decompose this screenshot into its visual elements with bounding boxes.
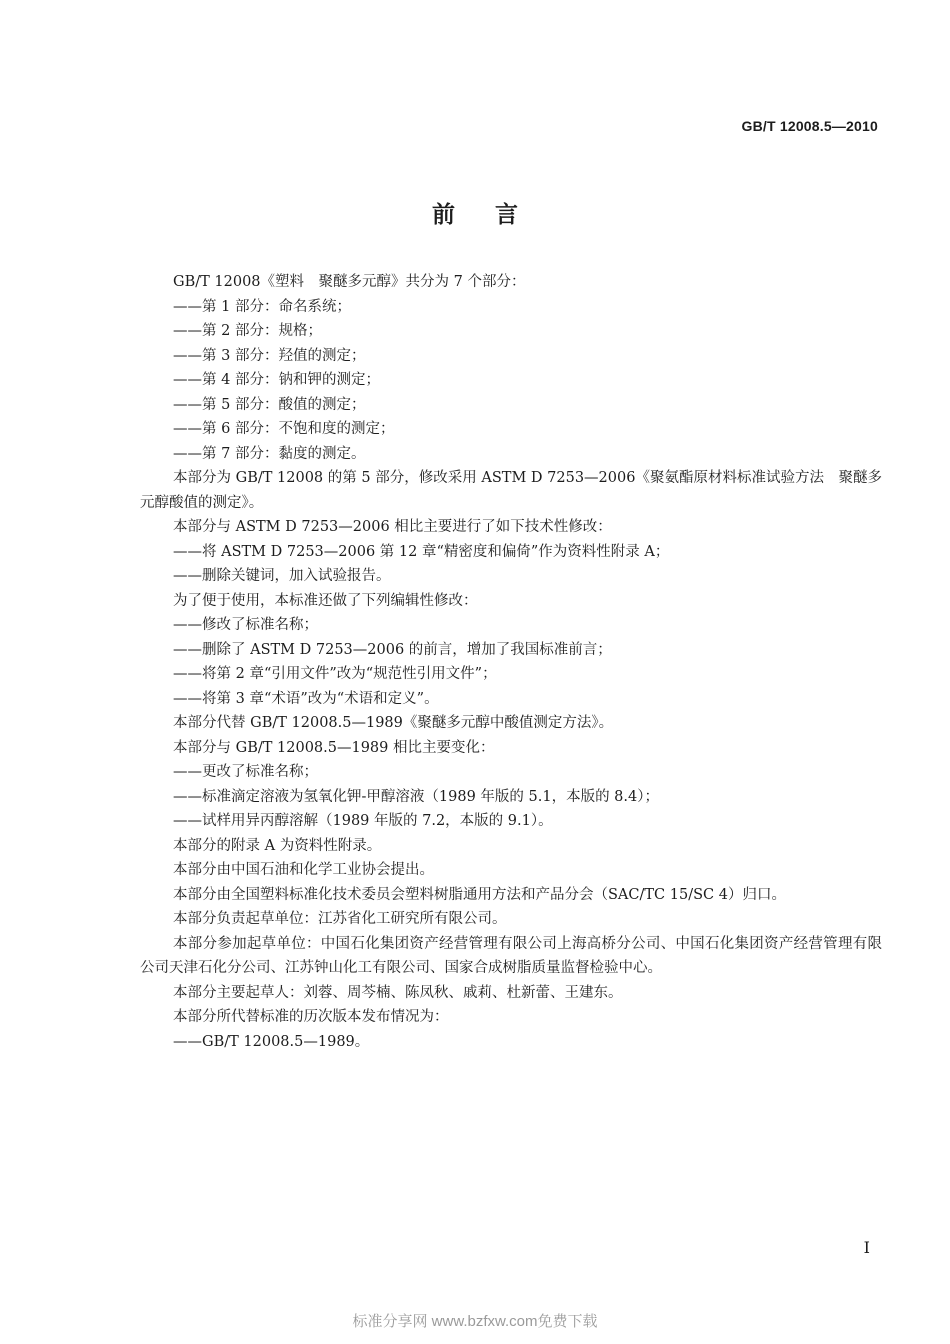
list-item-main-change: ——更改了标准名称；	[173, 764, 318, 780]
list-item-part-3: ——第 3 部分：羟值的测定；	[173, 347, 366, 364]
paragraph-edit-changes: 为了便于使用，本标准还做了下列编辑性修改：	[173, 592, 478, 609]
list-item-history: ——GB/T 12008.5—1989。	[173, 1033, 370, 1050]
paragraph-centralized-by: 本部分由全国塑料标准化技术委员会塑料树脂通用方法和产品分会（SAC/TC 15/SC 4）归口。	[173, 886, 786, 903]
paragraph-proposed-by: 本部分由中国石油和化学工业协会提出。	[173, 862, 434, 878]
paragraph-main-changes: 本部分与 GB/T 12008.5—1989 相比主要变化：	[173, 739, 495, 756]
paragraph-history: 本部分所代替标准的历次版本发布情况为：	[173, 1009, 449, 1025]
paragraph-intro: GB/T 12008《塑料 聚醚多元醇》共分为 7 个部分：	[173, 274, 526, 290]
list-item-part-1: ——第 1 部分：命名系统；	[173, 298, 351, 315]
list-item-part-5: ——第 5 部分：酸值的测定；	[173, 396, 366, 413]
list-item-part-4: ——第 4 部分：钠和钾的测定；	[173, 372, 380, 388]
list-item-edit-change: ——将第 3 章“术语”改为“术语和定义”。	[173, 690, 439, 707]
list-item-part-2: ——第 2 部分：规格；	[173, 323, 322, 339]
watermark: 标准分享网 www.bzfxw.com免费下载	[352, 1313, 598, 1330]
list-item-tech-change: ——删除关键词，加入试验报告。	[173, 568, 391, 584]
list-item-edit-change: ——修改了标准名称；	[173, 617, 318, 633]
page-number: I	[863, 1238, 870, 1257]
list-item-tech-change: ——将 ASTM D 7253—2006 第 12 章“精密度和偏倚”作为资料性附录 A；	[173, 543, 670, 560]
list-item-edit-change: ——删除了 ASTM D 7253—2006 的前言，增加了我国标准前言；	[173, 641, 612, 658]
paragraph-drafting-unit: 本部分负责起草单位：江苏省化工研究所有限公司。	[173, 911, 507, 927]
list-item-part-6: ——第 6 部分：不饱和度的测定；	[173, 421, 395, 437]
page-title: 前言	[432, 201, 558, 228]
paragraph-drafters: 本部分主要起草人：刘蓉、周芩楠、陈凤秋、戚莉、杜新蕾、王建东。	[173, 984, 623, 1001]
list-item-main-change: ——试样用异丙醇溶解（1989 年版的 7.2，本版的 9.1）。	[173, 813, 553, 829]
paragraph-replaces: 本部分代替 GB/T 12008.5—1989《聚醚多元醇中酸值测定方法》。	[173, 715, 614, 731]
paragraph-tech-changes: 本部分与 ASTM D 7253—2006 相比主要进行了如下技术性修改：	[173, 519, 612, 535]
standard-code: GB/T 12008.5—2010	[741, 118, 878, 134]
foreword-body	[140, 270, 882, 1054]
list-item-edit-change: ——将第 2 章“引用文件”改为“规范性引用文件”；	[173, 666, 497, 682]
list-item-part-7: ——第 7 部分：黏度的测定。	[173, 445, 366, 462]
paragraph-annex: 本部分的附录 A 为资料性附录。	[173, 837, 382, 854]
list-item-main-change: ——标准滴定溶液为氢氧化钾-甲醇溶液（1989 年版的 5.1，本版的 8.4）；	[173, 788, 659, 805]
paragraph-participating-units: 本部分参加起草单位：中国石化集团资产经营管理有限公司上海高桥分公司、中国石化集团资产经营管理有限公司天津石化分公司、江苏钟山化工有限公司、国家合成树脂质量监督检验中心。	[140, 935, 882, 976]
paragraph-adoption: 本部分为 GB/T 12008 的第 5 部分，修改采用 ASTM D 7253—2006《聚氨酯原材料标准试验方法 聚醚多元醇酸值的测定》。	[140, 470, 882, 511]
